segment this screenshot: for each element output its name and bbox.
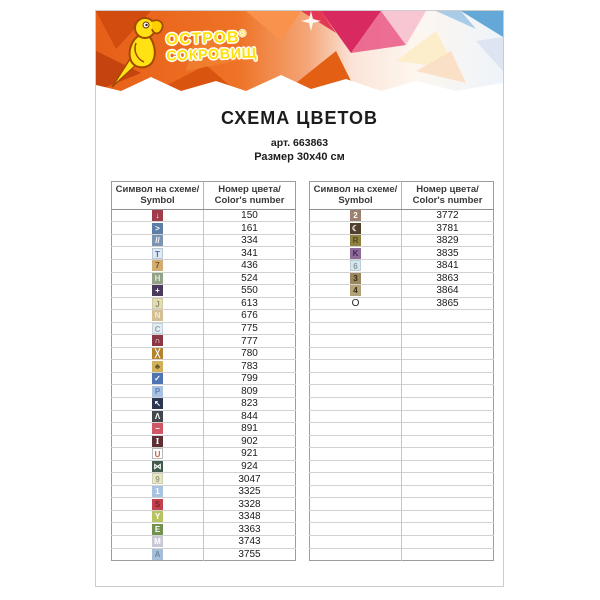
symbol-cell bbox=[112, 498, 204, 511]
symbol-glyph: ♣ bbox=[152, 361, 163, 372]
color-number-cell: 902 bbox=[204, 435, 296, 448]
symbol-cell bbox=[112, 410, 204, 423]
symbol-cell bbox=[112, 423, 204, 436]
table-row bbox=[112, 435, 296, 448]
color-number-cell bbox=[402, 397, 494, 410]
symbol-glyph: ╳ bbox=[152, 348, 163, 359]
symbol-cell bbox=[310, 335, 402, 348]
symbol-cell bbox=[112, 222, 204, 235]
symbol-cell bbox=[310, 385, 402, 398]
column-header-symbol-ru: Символ на схеме/ bbox=[115, 184, 200, 195]
table-row bbox=[310, 297, 494, 310]
column-header-number-en: Color's number bbox=[412, 195, 483, 207]
color-number-cell bbox=[402, 510, 494, 523]
color-number-cell: 3864 bbox=[402, 285, 494, 298]
table-row bbox=[112, 360, 296, 373]
symbol-cell bbox=[310, 272, 402, 285]
symbol-glyph: > bbox=[152, 223, 163, 234]
column-header-symbol-en: Symbol bbox=[338, 195, 373, 207]
empty-table-row bbox=[310, 473, 494, 486]
symbol-glyph: U bbox=[152, 448, 163, 459]
table-row bbox=[112, 510, 296, 523]
table-row bbox=[310, 259, 494, 272]
color-number-cell: 3047 bbox=[204, 473, 296, 486]
color-number-cell: 550 bbox=[204, 285, 296, 298]
symbol-glyph: 7 bbox=[152, 260, 163, 271]
symbol-cell bbox=[310, 247, 402, 260]
color-number-cell: 3863 bbox=[402, 272, 494, 285]
color-number-cell bbox=[402, 310, 494, 323]
symbol-glyph: E bbox=[152, 524, 163, 535]
color-number-cell: 161 bbox=[204, 222, 296, 235]
table-row bbox=[112, 209, 296, 222]
color-number-cell: 844 bbox=[204, 410, 296, 423]
color-number-cell: 3772 bbox=[436, 210, 459, 222]
color-number-cell bbox=[402, 498, 494, 511]
color-number-cell bbox=[402, 372, 494, 385]
symbol-glyph: J bbox=[152, 298, 163, 309]
color-number-cell: 3829 bbox=[402, 234, 494, 247]
color-number-cell bbox=[402, 423, 494, 436]
color-number-cell: 676 bbox=[204, 310, 296, 323]
color-number-cell bbox=[402, 536, 494, 549]
symbol-glyph: ✓ bbox=[152, 373, 163, 384]
symbol-cell bbox=[310, 523, 402, 536]
table-row bbox=[112, 423, 296, 436]
brand-name-line2: СОКРОВИЩ bbox=[166, 45, 258, 65]
symbol-cell bbox=[310, 397, 402, 410]
symbol-glyph: 9 bbox=[152, 473, 163, 484]
color-number-cell: 777 bbox=[204, 335, 296, 348]
table-row bbox=[112, 536, 296, 549]
table-row bbox=[310, 209, 494, 222]
symbol-glyph: ☾ bbox=[351, 223, 360, 233]
table-row bbox=[112, 272, 296, 285]
symbol-glyph: ⋈ bbox=[153, 461, 162, 471]
symbol-cell bbox=[112, 397, 204, 410]
table-row bbox=[112, 297, 296, 310]
symbol-cell bbox=[112, 448, 204, 461]
table-row bbox=[112, 397, 296, 410]
empty-table-row bbox=[310, 448, 494, 461]
symbol-cell bbox=[112, 473, 204, 486]
table-row bbox=[112, 372, 296, 385]
table-row bbox=[112, 548, 296, 561]
symbol-cell bbox=[310, 510, 402, 523]
color-number-cell: 783 bbox=[204, 360, 296, 373]
color-number-cell: 524 bbox=[204, 272, 296, 285]
color-number-cell: 3325 bbox=[204, 485, 296, 498]
symbol-cell bbox=[112, 310, 204, 323]
table-row bbox=[112, 448, 296, 461]
empty-table-row bbox=[310, 435, 494, 448]
column-header-number bbox=[402, 182, 494, 210]
symbol-cell bbox=[112, 372, 204, 385]
symbol-glyph: A bbox=[152, 549, 163, 560]
symbol-cell bbox=[310, 347, 402, 360]
empty-table-row bbox=[310, 410, 494, 423]
symbol-cell bbox=[310, 536, 402, 549]
right-table-body bbox=[310, 209, 494, 560]
color-number-cell: 3865 bbox=[402, 297, 494, 310]
symbol-cell bbox=[310, 360, 402, 373]
symbol-glyph: P bbox=[152, 386, 163, 397]
symbol-glyph: 3 bbox=[350, 273, 361, 284]
symbol-glyph: 2 bbox=[350, 210, 361, 221]
symbol-cell bbox=[310, 259, 402, 272]
symbol-glyph: H bbox=[152, 273, 163, 284]
color-number-cell: 334 bbox=[204, 234, 296, 247]
color-number-cell: 3743 bbox=[204, 536, 296, 549]
symbol-cell bbox=[310, 322, 402, 335]
empty-table-row bbox=[310, 536, 494, 549]
symbol-cell bbox=[310, 498, 402, 511]
table-row bbox=[112, 485, 296, 498]
empty-table-row bbox=[310, 310, 494, 323]
table-row bbox=[310, 285, 494, 298]
table-row bbox=[112, 335, 296, 348]
color-number-cell bbox=[402, 347, 494, 360]
color-number-cell: 3755 bbox=[204, 548, 296, 561]
color-number-cell: 924 bbox=[204, 460, 296, 473]
symbol-glyph: I bbox=[152, 436, 163, 447]
color-number-cell: 3363 bbox=[204, 523, 296, 536]
table-row bbox=[112, 247, 296, 260]
empty-table-row bbox=[310, 397, 494, 410]
symbol-cell bbox=[310, 548, 402, 561]
brand-logo bbox=[165, 29, 257, 64]
symbol-cell bbox=[112, 297, 204, 310]
color-number-cell: 3348 bbox=[204, 510, 296, 523]
brand-banner bbox=[96, 11, 503, 91]
table-row bbox=[112, 285, 296, 298]
symbol-cell bbox=[112, 385, 204, 398]
column-header-number bbox=[204, 182, 296, 210]
color-number-cell: 3835 bbox=[402, 247, 494, 260]
color-number-cell: 823 bbox=[204, 397, 296, 410]
table-row bbox=[112, 222, 296, 235]
symbol-cell bbox=[310, 485, 402, 498]
table-row bbox=[310, 234, 494, 247]
empty-table-row bbox=[310, 385, 494, 398]
color-number-cell bbox=[402, 385, 494, 398]
article-number: арт. 663863 bbox=[270, 137, 329, 149]
color-number-cell: 775 bbox=[204, 322, 296, 335]
symbol-glyph: ↓ bbox=[152, 210, 163, 221]
symbol-glyph: M bbox=[152, 536, 163, 547]
table-row bbox=[112, 460, 296, 473]
empty-table-row bbox=[310, 372, 494, 385]
symbol-cell bbox=[310, 234, 402, 247]
symbol-glyph: K bbox=[350, 248, 361, 259]
symbol-glyph: R bbox=[350, 235, 361, 246]
symbol-cell bbox=[112, 360, 204, 373]
page-title: СХЕМА ЦВЕТОВ bbox=[220, 108, 379, 128]
color-number-cell: 3841 bbox=[402, 259, 494, 272]
symbol-cell bbox=[310, 423, 402, 436]
column-header-symbol-en: Symbol bbox=[140, 195, 175, 207]
symbol-cell bbox=[310, 460, 402, 473]
symbol-cell bbox=[310, 209, 402, 222]
symbol-glyph: − bbox=[152, 423, 163, 434]
registered-mark: ® bbox=[239, 28, 247, 39]
symbol-cell bbox=[310, 448, 402, 461]
table-row bbox=[310, 222, 494, 235]
empty-table-row bbox=[310, 347, 494, 360]
symbol-cell bbox=[112, 548, 204, 561]
size-label: Размер 30x40 см bbox=[254, 151, 345, 163]
symbol-cell bbox=[310, 473, 402, 486]
color-number-cell bbox=[402, 473, 494, 486]
color-number-cell bbox=[402, 485, 494, 498]
left-table-body bbox=[112, 209, 296, 560]
symbol-cell bbox=[112, 259, 204, 272]
table-row bbox=[112, 322, 296, 335]
table-row bbox=[112, 310, 296, 323]
symbol-glyph: O bbox=[351, 297, 360, 309]
symbol-glyph: C bbox=[152, 323, 163, 334]
table-row bbox=[112, 523, 296, 536]
color-number-cell bbox=[402, 435, 494, 448]
column-header-symbol bbox=[310, 182, 402, 210]
color-number-cell: 891 bbox=[204, 423, 296, 436]
symbol-cell bbox=[112, 435, 204, 448]
symbol-cell bbox=[112, 523, 204, 536]
symbol-cell bbox=[112, 485, 204, 498]
symbol-cell bbox=[112, 247, 204, 260]
symbol-glyph: 1 bbox=[152, 486, 163, 497]
symbol-glyph: 4 bbox=[350, 285, 361, 296]
symbol-cell bbox=[112, 335, 204, 348]
color-number-cell bbox=[402, 360, 494, 373]
symbol-glyph: Λ bbox=[152, 411, 163, 422]
color-number-cell: 341 bbox=[204, 247, 296, 260]
symbol-glyph: N bbox=[152, 310, 163, 321]
color-number-cell bbox=[402, 548, 494, 561]
symbol-cell bbox=[112, 322, 204, 335]
color-number-cell bbox=[402, 335, 494, 348]
column-header-symbol bbox=[112, 182, 204, 210]
empty-table-row bbox=[310, 460, 494, 473]
symbol-cell bbox=[112, 460, 204, 473]
color-number-cell: 436 bbox=[204, 259, 296, 272]
color-number-cell: 150 bbox=[241, 210, 258, 222]
column-header-symbol-ru: Символ на схеме/ bbox=[313, 184, 398, 195]
color-number-cell bbox=[402, 410, 494, 423]
symbol-glyph: 6 bbox=[350, 260, 361, 271]
table-row bbox=[112, 347, 296, 360]
color-number-cell bbox=[402, 448, 494, 461]
symbol-cell bbox=[112, 285, 204, 298]
empty-table-row bbox=[310, 510, 494, 523]
symbol-glyph: T bbox=[152, 248, 163, 259]
symbol-cell bbox=[112, 209, 204, 222]
symbol-cell bbox=[310, 435, 402, 448]
empty-table-row bbox=[310, 485, 494, 498]
color-table-left bbox=[111, 181, 296, 561]
color-number-cell bbox=[402, 523, 494, 536]
table-row bbox=[112, 385, 296, 398]
column-header-number-ru: Номер цвета/ bbox=[218, 184, 281, 195]
symbol-cell bbox=[112, 347, 204, 360]
empty-table-row bbox=[310, 423, 494, 436]
instruction-sheet bbox=[95, 10, 504, 587]
color-number-cell: 921 bbox=[204, 448, 296, 461]
symbol-glyph: // bbox=[152, 235, 163, 246]
empty-table-row bbox=[310, 322, 494, 335]
symbol-cell bbox=[310, 222, 402, 235]
table-row bbox=[112, 473, 296, 486]
symbol-cell bbox=[310, 285, 402, 298]
symbol-cell bbox=[112, 272, 204, 285]
color-number-cell: 780 bbox=[204, 347, 296, 360]
table-row bbox=[112, 234, 296, 247]
color-table-right bbox=[309, 181, 494, 561]
color-number-cell bbox=[402, 322, 494, 335]
color-number-cell: 809 bbox=[204, 385, 296, 398]
symbol-glyph: S bbox=[152, 499, 163, 510]
symbol-cell bbox=[310, 372, 402, 385]
symbol-cell bbox=[112, 510, 204, 523]
symbol-glyph: Y bbox=[152, 511, 163, 522]
symbol-glyph: ∩ bbox=[152, 335, 163, 346]
symbol-glyph: ↖ bbox=[152, 398, 163, 409]
column-header-number-en: Color's number bbox=[214, 195, 285, 207]
symbol-cell bbox=[310, 410, 402, 423]
symbol-glyph: + bbox=[152, 285, 163, 296]
symbol-cell bbox=[112, 536, 204, 549]
table-row bbox=[310, 272, 494, 285]
symbol-cell bbox=[310, 310, 402, 323]
symbol-cell bbox=[310, 297, 402, 310]
color-number-cell: 799 bbox=[204, 372, 296, 385]
color-number-cell: 3328 bbox=[204, 498, 296, 511]
table-row bbox=[112, 498, 296, 511]
brand-name-line1: ОСТРОВ® bbox=[165, 28, 247, 49]
table-row bbox=[112, 259, 296, 272]
empty-table-row bbox=[310, 523, 494, 536]
table-row bbox=[310, 247, 494, 260]
column-header-number-ru: Номер цвета/ bbox=[416, 184, 479, 195]
table-row bbox=[112, 410, 296, 423]
empty-table-row bbox=[310, 360, 494, 373]
empty-table-row bbox=[310, 335, 494, 348]
symbol-cell bbox=[112, 234, 204, 247]
empty-table-row bbox=[310, 548, 494, 561]
color-number-cell bbox=[402, 460, 494, 473]
color-number-cell: 3781 bbox=[402, 222, 494, 235]
empty-table-row bbox=[310, 498, 494, 511]
color-number-cell: 613 bbox=[204, 297, 296, 310]
banner-polygon-art bbox=[96, 11, 503, 91]
